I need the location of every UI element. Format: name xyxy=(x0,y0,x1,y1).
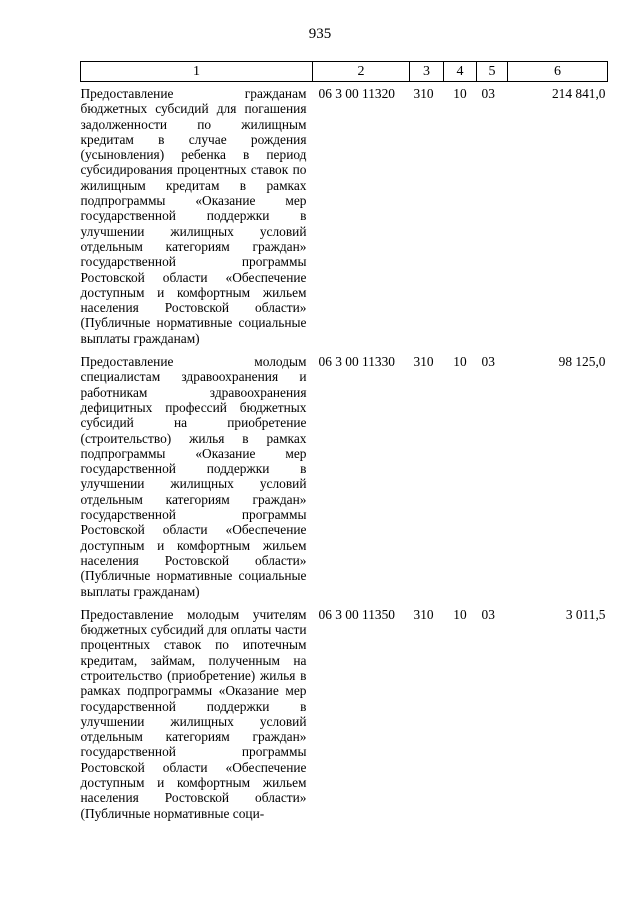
header-col-4: 4 xyxy=(444,62,477,82)
budget-table xyxy=(80,61,608,829)
row-name: Предоставление молодым учителям бюджетных субсидий для оплаты части процентных ставок по ипотечным кредитам, займам, полученным на строительство (приобретение) жилья в рамках подпрограммы «Оказание мер государственной поддержки в улучшении жилищных условий отдельным категориям граждан» государственной программы Ростовской области «Обеспечение доступным и комфортным жильем населения Ростовской области» (Публичные нормативные соци- xyxy=(80,606,307,821)
header-col-3: 3 xyxy=(410,62,444,82)
row-col-3: 310 xyxy=(413,354,434,370)
row-col-4: 10 xyxy=(453,606,467,622)
row-col-3: 310 xyxy=(413,606,434,622)
page-number: 935 xyxy=(308,26,332,42)
row-amount: 98 125,0 xyxy=(558,354,606,370)
header-col-5: 5 xyxy=(477,62,508,82)
row-col-3: 310 xyxy=(413,86,434,101)
table-header-row xyxy=(81,62,608,82)
row-amount: 3 011,5 xyxy=(565,606,606,622)
header-col-6: 6 xyxy=(508,62,608,82)
table-row xyxy=(81,354,608,607)
row-amount: 214 841,0 xyxy=(551,86,606,101)
row-col-5: 03 xyxy=(481,86,495,101)
table-row xyxy=(81,82,608,355)
row-col-4: 10 xyxy=(453,86,467,101)
row-name: Предоставление молодым специалистам здравоохранения и работникам здравоохранения дефицитных профессий бюджетных субсидий на приобретение (строительство) жилья в рамках подпрограммы «Оказание мер государственной поддержки в улучшении жилищных условий отдельным категориям граждан» государственной программы Ростовской области «Обеспечение доступным и комфортным жильем населения Ростовской области» (Публичные нормативные социальные выплаты гражданам) xyxy=(80,354,307,599)
header-col-2: 2 xyxy=(313,62,410,82)
row-col-4: 10 xyxy=(453,354,467,370)
table-row xyxy=(81,607,608,829)
row-col-5: 03 xyxy=(481,606,495,622)
row-col-5: 03 xyxy=(481,354,495,370)
row-code: 06 3 00 11350 xyxy=(318,606,395,622)
header-col-1: 1 xyxy=(81,62,313,82)
row-code: 06 3 00 11320 xyxy=(318,86,395,101)
row-code: 06 3 00 11330 xyxy=(318,354,395,370)
row-name: Предоставление гражданам бюджетных субсидий для погашения задолженности по жилищным кредитам в случае рождения (усыновления) ребенка в период субсидирования процентных ставок по жилищным кредитам в рамках подпрограммы «Оказание мер государственной поддержки в улучшении жилищных условий отдельным категориям граждан» государственной программы Ростовской области «Обеспечение доступным и комфортным жильем населения Ростовской области» (Публичные нормативные социальные выплаты гражданам) xyxy=(80,86,307,346)
